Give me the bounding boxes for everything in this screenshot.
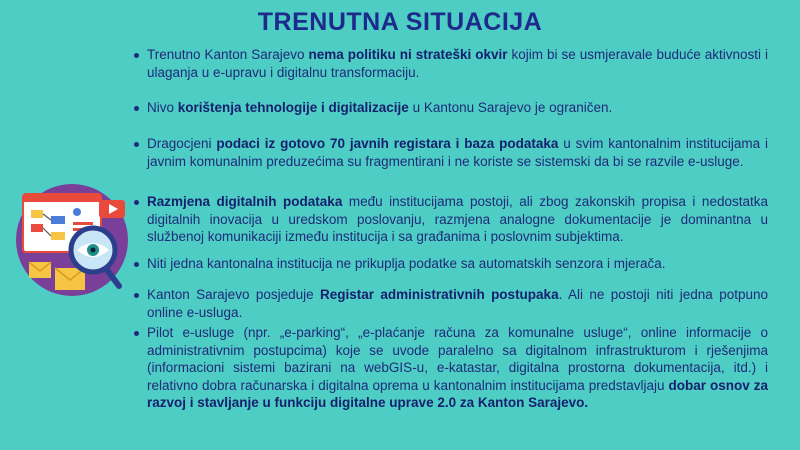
list-item: [147, 193, 768, 246]
text: Kanton Sarajevo posjeduje: [147, 287, 321, 302]
page-title: TRENUTNA SITUACIJA: [257, 8, 543, 36]
list-item: [147, 255, 768, 273]
text: Nivo: [147, 100, 178, 115]
bold-text: Razmjena digitalnih podataka: [147, 194, 343, 209]
digital-dashboard-illustration: [15, 178, 133, 304]
list-item: [147, 99, 768, 117]
bold-text: nema politiku ni strateški okvir: [308, 47, 508, 62]
list-item: [147, 286, 768, 321]
list-item: [147, 46, 768, 81]
text: u Kantonu Sarajevo je ograničen.: [408, 100, 613, 115]
text: Trenutno Kanton Sarajevo: [147, 47, 309, 62]
text: Pilot e-usluge (npr. „e-parking“, „e-plaćanje računa za komunalne usluge“, online informacije o administrativnim postupcima) koje se uvode paralelno sa digitalnom infrastrukturom i rješenjima (informacioni sistemi bazirani na webGIS-u, e-katastar, digitalna prostorna dokumentacija, itd.) i relativno dobra računarska i digitalna oprema u kantonalnim institucijama predstavljaju: [147, 325, 768, 393]
text: u svim kantonalnim institucijama i javnim komunalnim preduzećima su fragmentirani i ne koriste se sistemski da bi se razvile e-usluge.: [147, 136, 768, 169]
text: . Ali ne postoji niti jedna potpuno online e-usluga.: [147, 287, 768, 320]
bold-text: korištenja tehnologije i digitalizacije: [177, 100, 409, 115]
text: Dragocjeni: [147, 136, 217, 151]
list-item: [147, 135, 768, 170]
bold-text: podaci iz gotovo 70 javnih registara i baza podataka: [216, 136, 559, 151]
list-item: [147, 324, 768, 412]
text: Niti jedna kantonalna institucija ne prikuplja podatke sa automatskih senzora i mjerača.: [147, 256, 666, 271]
bold-text: dobar osnov za razvoj i stavljanje u funkciju digitalne uprave 2.0 za Kanton Sarajevo.: [147, 377, 768, 410]
video-play-icon: [99, 200, 125, 218]
text: kojim bi se usmjeravale buduće aktivnosti i ulaganja u e-upravu i digitalnu transformaciju.: [147, 47, 768, 80]
bold-text: Registar administrativnih postupaka: [320, 287, 559, 302]
text: među institucijama postoji, ali zbog zakonskih propisa i nedostatka digitalnih inovacija u uredskom poslovanju, razmjena analogne dokumentacije je dominantna u službenoj komunikaciji između institucija i sa građanima i poslovnim subjektima.: [147, 194, 768, 244]
